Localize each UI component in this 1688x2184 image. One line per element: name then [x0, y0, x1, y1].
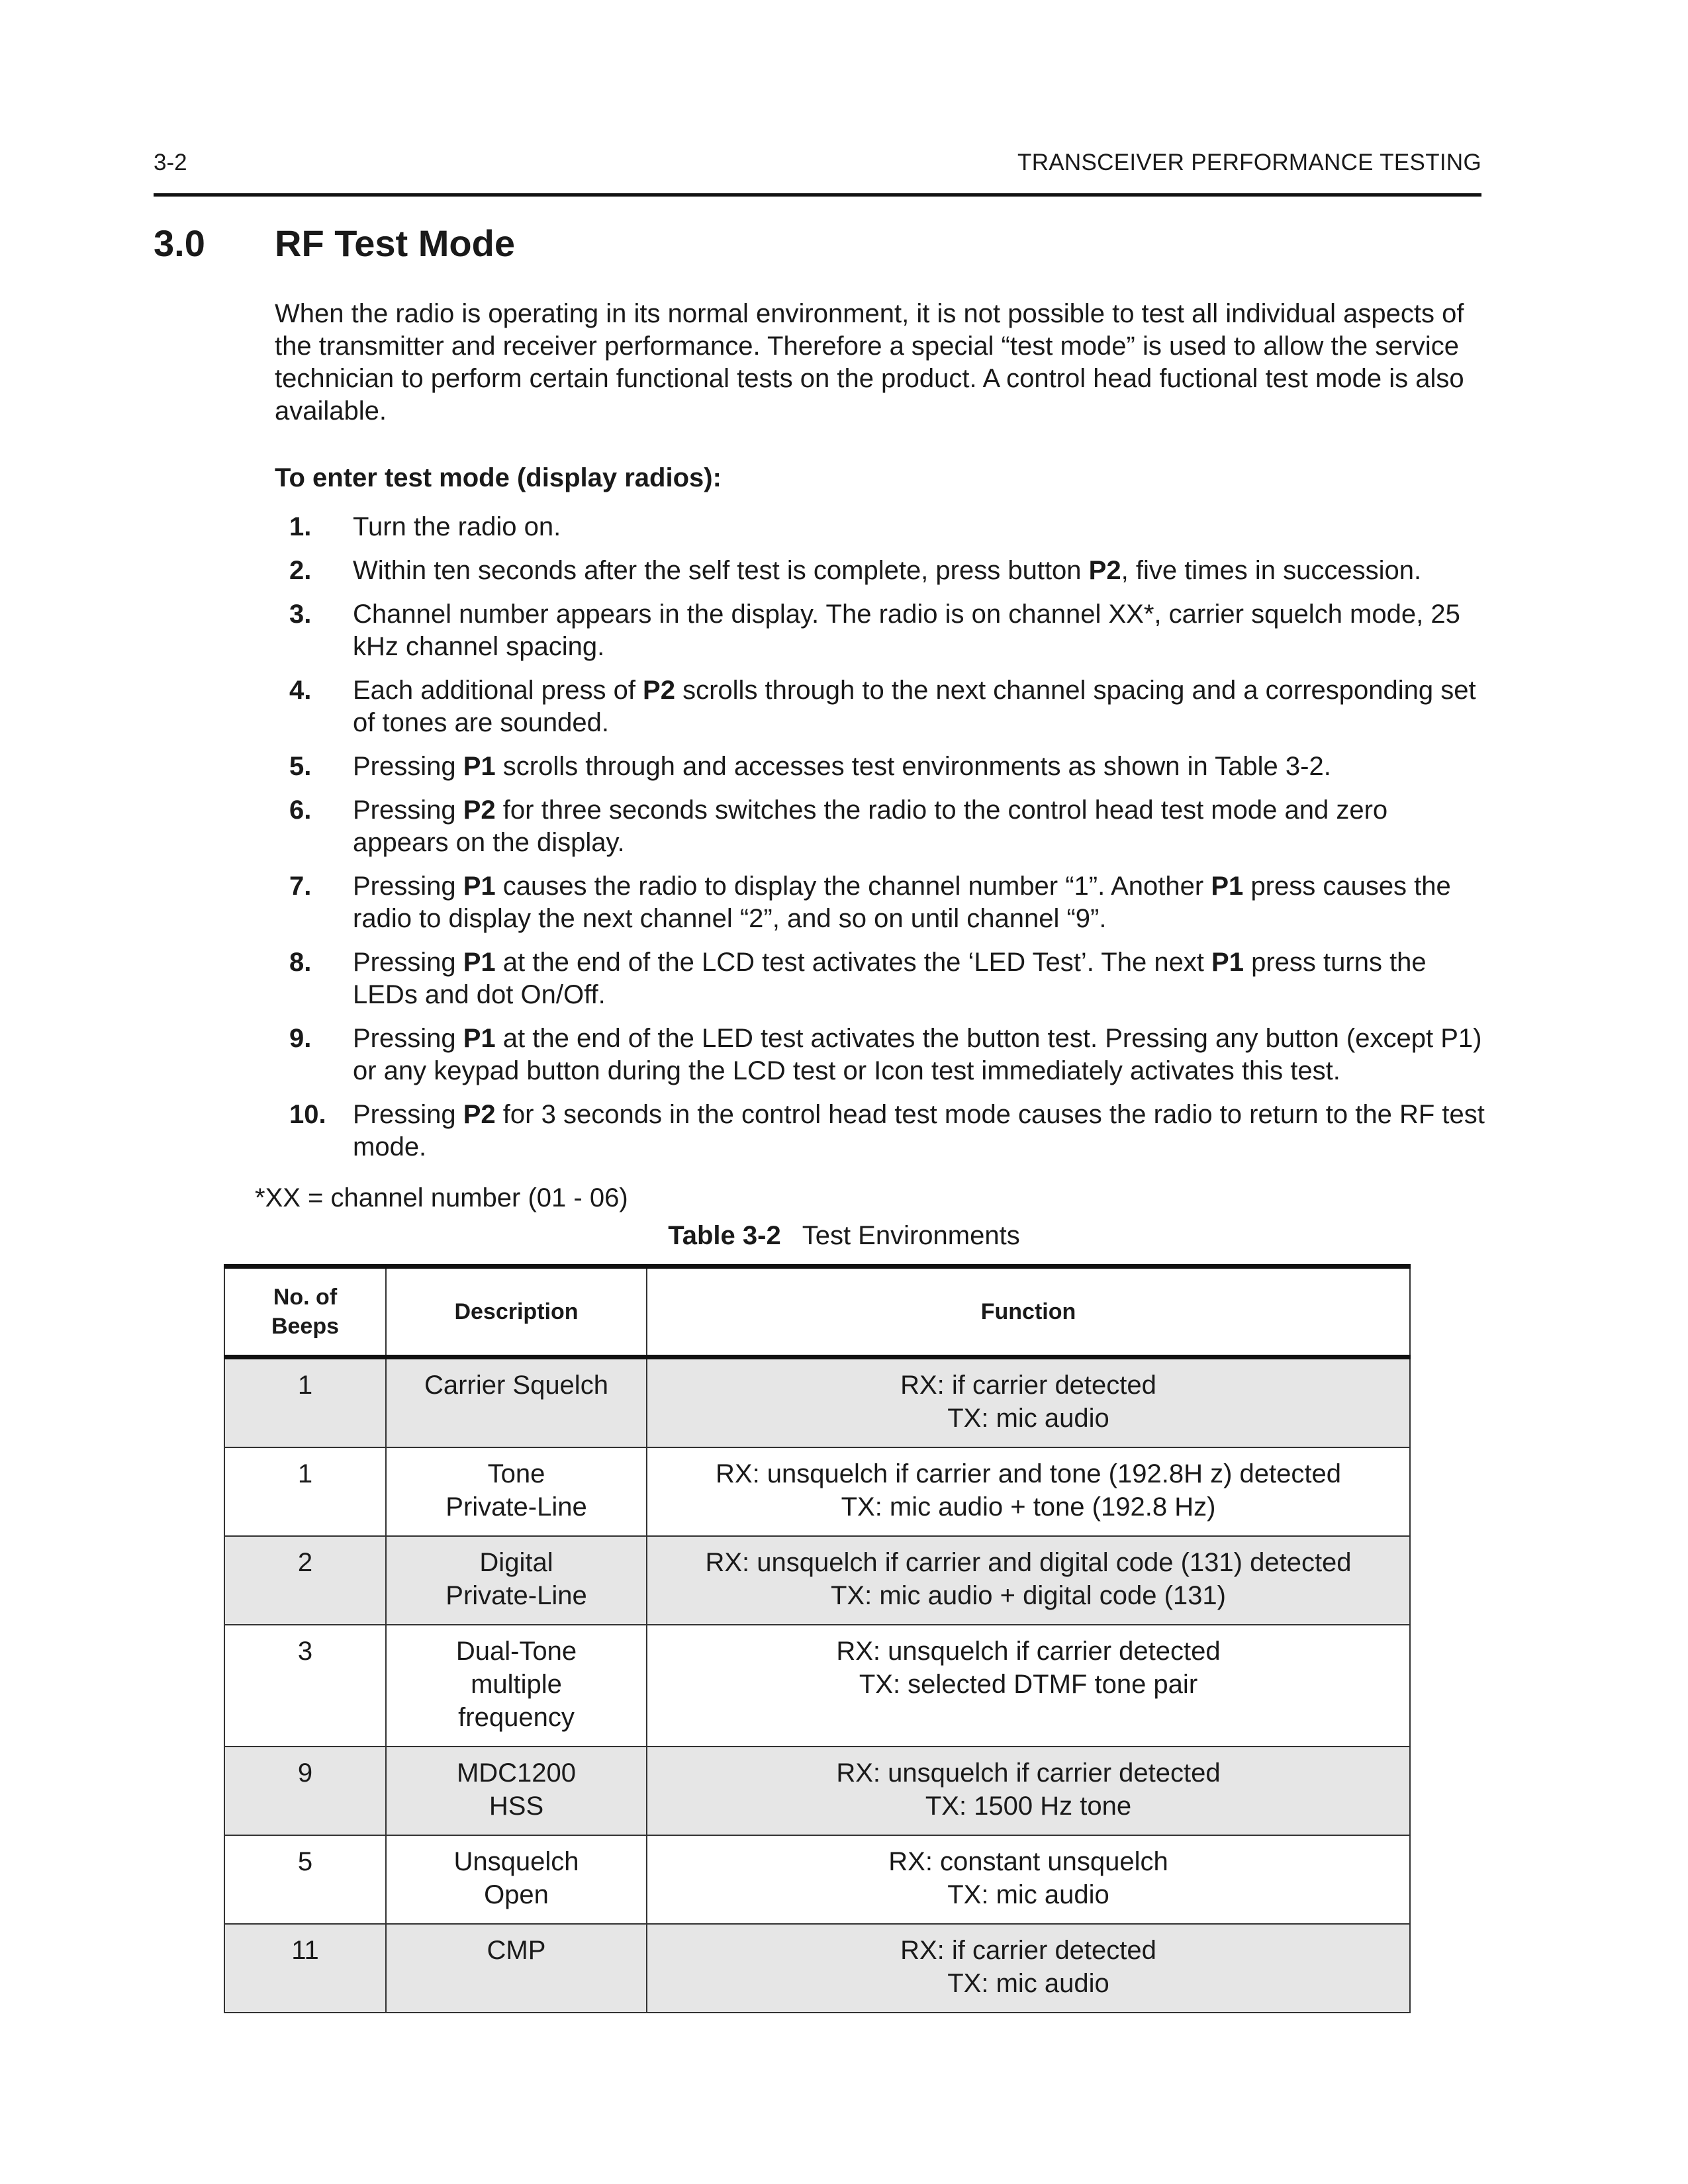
page-header: [154, 147, 1481, 197]
cell-function: RX: constant unsquelch TX: mic audio: [647, 1835, 1410, 1924]
cell-beeps: 1: [224, 1357, 386, 1448]
running-title: TRANSCEIVER PERFORMANCE TESTING: [1017, 150, 1481, 175]
step-text: Pressing P1 causes the radio to display the channel number “1”. Another P1 press causes the radio to display the next channel “2”, and so on until channel “9”.: [353, 872, 1451, 933]
cell-function: RX: unsquelch if carrier detected TX: selected DTMF tone pair: [647, 1625, 1410, 1747]
table-row: [224, 1447, 1410, 1536]
step-number: 6.: [289, 796, 312, 825]
header-beeps-label: No. of Beeps: [271, 1285, 340, 1339]
section-number: 3.0: [154, 222, 205, 264]
cell-beeps: 11: [224, 1924, 386, 2013]
table-header-row: [224, 1267, 1410, 1357]
cell-function: RX: if carrier detected TX: mic audio: [647, 1357, 1410, 1448]
header-beeps: [224, 1267, 386, 1357]
step-text: Pressing P2 for 3 seconds in the control head test mode causes the radio to return to the RF test mode.: [353, 1100, 1485, 1161]
procedure-step: [275, 794, 1486, 859]
step-text: Pressing P1 at the end of the LCD test activates the ‘LED Test’. The next P1 press turns the LEDs and dot On/Off.: [353, 948, 1427, 1009]
step-number: 7.: [289, 872, 312, 901]
step-number: 1.: [289, 512, 312, 541]
cell-function: RX: unsquelch if carrier and tone (192.8H z) detected TX: mic audio + tone (192.8 Hz): [647, 1447, 1410, 1536]
step-text: Channel number appears in the display. The radio is on channel XX*, carrier squelch mode, 25 kHz channel spacing.: [353, 600, 1460, 661]
step-text: Each additional press of P2 scrolls through to the next channel spacing and a corresponding set of tones are sounded.: [353, 676, 1476, 737]
cell-description: MDC1200 HSS: [386, 1747, 647, 1835]
header-description: Description: [386, 1267, 647, 1357]
cell-description: Carrier Squelch: [386, 1357, 647, 1448]
step-text: Within ten seconds after the self test is complete, press button P2, five times in succession.: [353, 556, 1422, 585]
step-number: 4.: [289, 676, 312, 705]
procedure-step: [275, 674, 1486, 739]
cell-function: RX: unsquelch if carrier and digital code (131) detected TX: mic audio + digital code (131): [647, 1536, 1410, 1625]
step-number: 9.: [289, 1024, 312, 1053]
procedure-step: [275, 1023, 1486, 1087]
table-body: [224, 1357, 1410, 2013]
cell-beeps: 2: [224, 1536, 386, 1625]
cell-beeps: 9: [224, 1747, 386, 1835]
table-caption: [0, 1221, 1688, 1251]
procedure-heading: To enter test mode (display radios):: [275, 463, 722, 492]
procedure-step: [275, 870, 1486, 935]
cell-description: CMP: [386, 1924, 647, 2013]
cell-function: RX: if carrier detected TX: mic audio: [647, 1924, 1410, 2013]
procedure-step: [275, 511, 1486, 543]
step-text: Turn the radio on.: [353, 512, 561, 541]
step-text: Pressing P1 scrolls through and accesses test environments as shown in Table 3-2.: [353, 752, 1331, 781]
cell-beeps: 5: [224, 1835, 386, 1924]
cell-description: Unsquelch Open: [386, 1835, 647, 1924]
intro-paragraph: When the radio is operating in its normal environment, it is not possible to test all individual aspects of the transmitter and receiver performance. Therefore a special “test mode” is used to allow the service technician to perform certain functional tests on the product. A control head fuctional test mode is also available.: [275, 299, 1464, 426]
test-environments-table: [224, 1264, 1411, 2013]
header-function: Function: [647, 1267, 1410, 1357]
procedure-steps: [275, 511, 1486, 1175]
cell-description: Dual-Tone multiple frequency: [386, 1625, 647, 1747]
procedure-step: [275, 946, 1486, 1011]
procedure-step: [275, 555, 1486, 587]
table-row: [224, 1536, 1410, 1625]
cell-beeps: 3: [224, 1625, 386, 1747]
table-row: [224, 1924, 1410, 2013]
cell-description: Digital Private-Line: [386, 1536, 647, 1625]
procedure-step: [275, 598, 1486, 663]
table-caption-label: Table 3-2: [668, 1221, 781, 1250]
table-row: [224, 1747, 1410, 1835]
footnote: *XX = channel number (01 - 06): [255, 1183, 628, 1212]
page-number: 3-2: [154, 150, 187, 175]
cell-function: RX: unsquelch if carrier detected TX: 1500 Hz tone: [647, 1747, 1410, 1835]
step-text: Pressing P1 at the end of the LED test activates the button test. Pressing any button (except P1) or any keypad button during the LCD test or Icon test immediately activates this test.: [353, 1024, 1482, 1085]
procedure-step: [275, 1099, 1486, 1163]
step-number: 8.: [289, 948, 312, 977]
step-text: Pressing P2 for three seconds switches the radio to the control head test mode and zero appears on the display.: [353, 796, 1388, 857]
section-title: RF Test Mode: [275, 222, 515, 264]
step-number: 5.: [289, 752, 312, 781]
table-row: [224, 1625, 1410, 1747]
cell-description: Tone Private-Line: [386, 1447, 647, 1536]
step-number: 2.: [289, 556, 312, 585]
table-caption-title: Test Environments: [802, 1221, 1020, 1250]
step-number: 3.: [289, 600, 312, 629]
cell-beeps: 1: [224, 1447, 386, 1536]
step-number: 10.: [289, 1100, 326, 1129]
procedure-step: [275, 751, 1486, 783]
table-row: [224, 1835, 1410, 1924]
table-row: [224, 1357, 1410, 1448]
